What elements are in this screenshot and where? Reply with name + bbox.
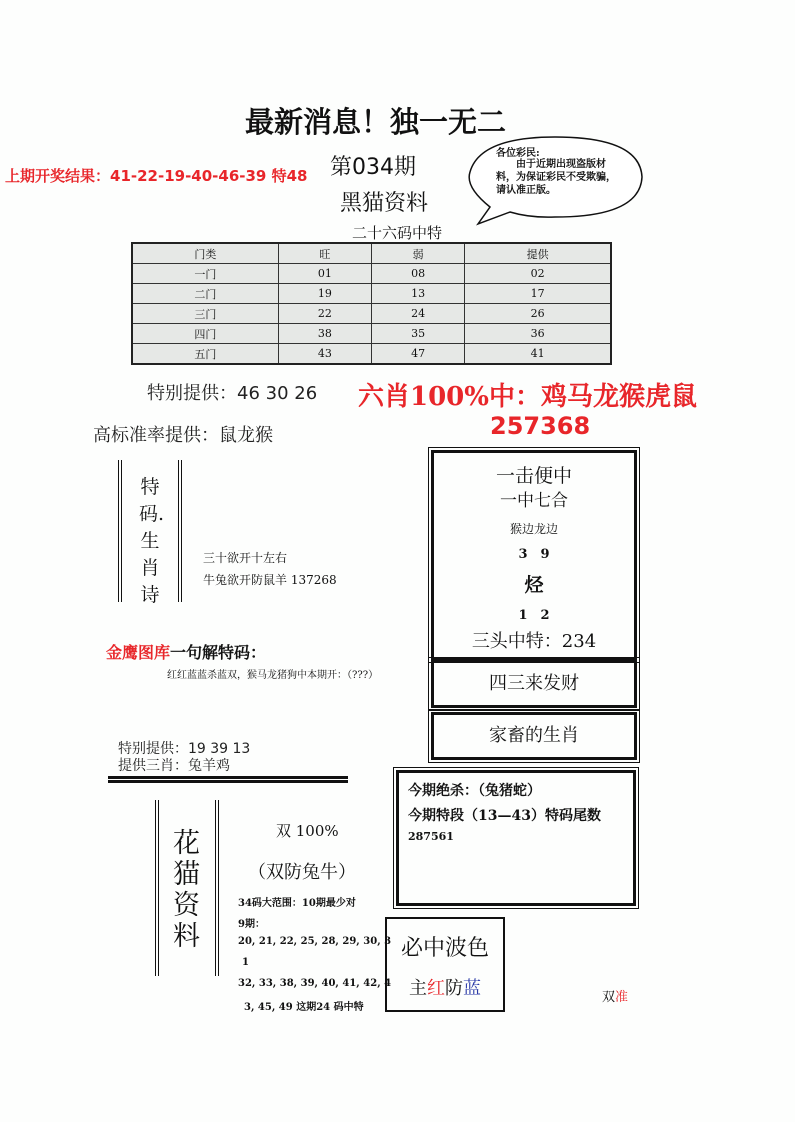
- cell: 三门: [132, 304, 278, 324]
- range-line: 20, 21, 22, 25, 28, 29, 30, 3: [238, 936, 392, 947]
- bose-a: 主: [409, 978, 427, 999]
- bose-box: [385, 917, 505, 1012]
- gaobiao: 高标准率提供：鼠龙猴: [93, 425, 273, 446]
- jinqi-line: 今期特段（13—43）特码尾数: [408, 808, 601, 824]
- poem-box: [118, 460, 182, 606]
- shuang: 双: [602, 990, 616, 1005]
- bubble-body: 由于近期出现盗版材料，为保证彩民不受欺骗，请认准正版。: [496, 159, 616, 196]
- range-line: 1: [242, 957, 249, 968]
- table-row: [132, 264, 611, 284]
- special-offer-2: 特别提供：19 39 13: [118, 741, 251, 757]
- th: 提供: [465, 243, 611, 264]
- range-line: 3, 45, 49 这期24 码中特: [244, 1002, 364, 1013]
- table-row: [132, 344, 611, 365]
- box-jiachu: [431, 712, 637, 760]
- cell: 17: [465, 284, 611, 304]
- bose-red: 红: [427, 978, 445, 999]
- special-offer-1: 特别提供：46 30 26: [147, 383, 318, 404]
- cell: 38: [278, 324, 371, 344]
- table-row: [132, 324, 611, 344]
- cell: 26: [465, 304, 611, 324]
- bose-blue: 蓝: [463, 978, 481, 999]
- shuang-100: 双 100%: [276, 822, 339, 840]
- cell: 19: [278, 284, 371, 304]
- cell: 一门: [132, 264, 278, 284]
- bose-c: 防: [445, 978, 463, 999]
- bubble-greeting: 各位彩民:: [496, 148, 540, 159]
- right-box-line: 烃: [524, 574, 544, 596]
- box-sisan: [431, 660, 637, 708]
- jinying-brand: 金鹰图库: [106, 643, 171, 662]
- numbers-table: [131, 242, 612, 365]
- cell: 四门: [132, 324, 278, 344]
- huamao-box: [155, 800, 219, 976]
- san-xiao: 提供三肖：兔羊鸡: [118, 758, 230, 774]
- six-xiao: 六肖100%中：鸡马龙猴虎鼠: [358, 382, 697, 412]
- right-box-line: 1 2: [518, 608, 550, 623]
- shuang-zhun: [602, 986, 628, 1005]
- cell: 08: [371, 264, 464, 284]
- box-sisan-text: 四三来发财: [489, 673, 579, 694]
- cell: 43: [278, 344, 371, 365]
- right-box-line: 一中七合: [500, 491, 568, 511]
- right-box-line: 3 9: [518, 547, 550, 562]
- th: 弱: [371, 243, 464, 264]
- right-box-line: 一击便中: [495, 465, 572, 487]
- cell: 二门: [132, 284, 278, 304]
- table-header: [132, 243, 611, 264]
- zhun: 准: [615, 990, 629, 1005]
- six-xiao-numbers: 257368: [490, 412, 591, 440]
- jinqi-line: 287561: [408, 830, 454, 843]
- right-box-line: 三头中特：234: [471, 631, 597, 652]
- range-line: 34码大范围：10期最少对: [238, 898, 356, 909]
- table-row: [132, 284, 611, 304]
- cell: 01: [278, 264, 371, 284]
- cell: 35: [371, 324, 464, 344]
- divider: [108, 776, 348, 779]
- th: 旺: [278, 243, 371, 264]
- cell: 47: [371, 344, 464, 365]
- cell: 02: [465, 264, 611, 284]
- th: 门类: [132, 243, 278, 264]
- cell: 41: [465, 344, 611, 365]
- range-line: 9期：: [238, 919, 265, 930]
- cell: 13: [371, 284, 464, 304]
- cell: 24: [371, 304, 464, 324]
- jinying-title: 一句解特码：: [170, 643, 267, 662]
- cell: 五门: [132, 344, 278, 365]
- cell: 36: [465, 324, 611, 344]
- jinying-text: 红红蓝蓝杀蓝双，猴马龙猪狗中本期开：（???）: [167, 670, 379, 681]
- heimao-title: 黑猫资料: [340, 191, 429, 216]
- poem-box-title: 特码.生肖诗: [139, 476, 165, 606]
- box-jiachu-text: 家畜的生肖: [489, 725, 579, 746]
- range-line: 32, 33, 38, 39, 40, 41, 42, 4: [238, 978, 392, 989]
- poem-line: 三十欲开十左右: [203, 551, 288, 565]
- last-result: 上期开奖结果：41-22-19-40-46-39 特48: [5, 167, 308, 185]
- huamao-title: 花猫资料: [173, 828, 200, 952]
- jinying-heading: [106, 640, 266, 663]
- poem-line: 牛兔欲开防鼠羊 137268: [203, 573, 337, 587]
- right-box-line: 猴边龙边: [509, 522, 558, 536]
- page-title: 最新消息！独一无二: [245, 105, 507, 139]
- issue-number: 第034期: [330, 155, 416, 180]
- jinqi-line: 今期绝杀：（兔猪蛇）: [408, 783, 541, 799]
- bose-title: 必中波色: [400, 936, 489, 961]
- cell: 22: [278, 304, 371, 324]
- table-row: [132, 304, 611, 324]
- subtitle: 二十六码中特: [352, 224, 443, 242]
- shuang-fang: （双防兔牛）: [248, 862, 356, 883]
